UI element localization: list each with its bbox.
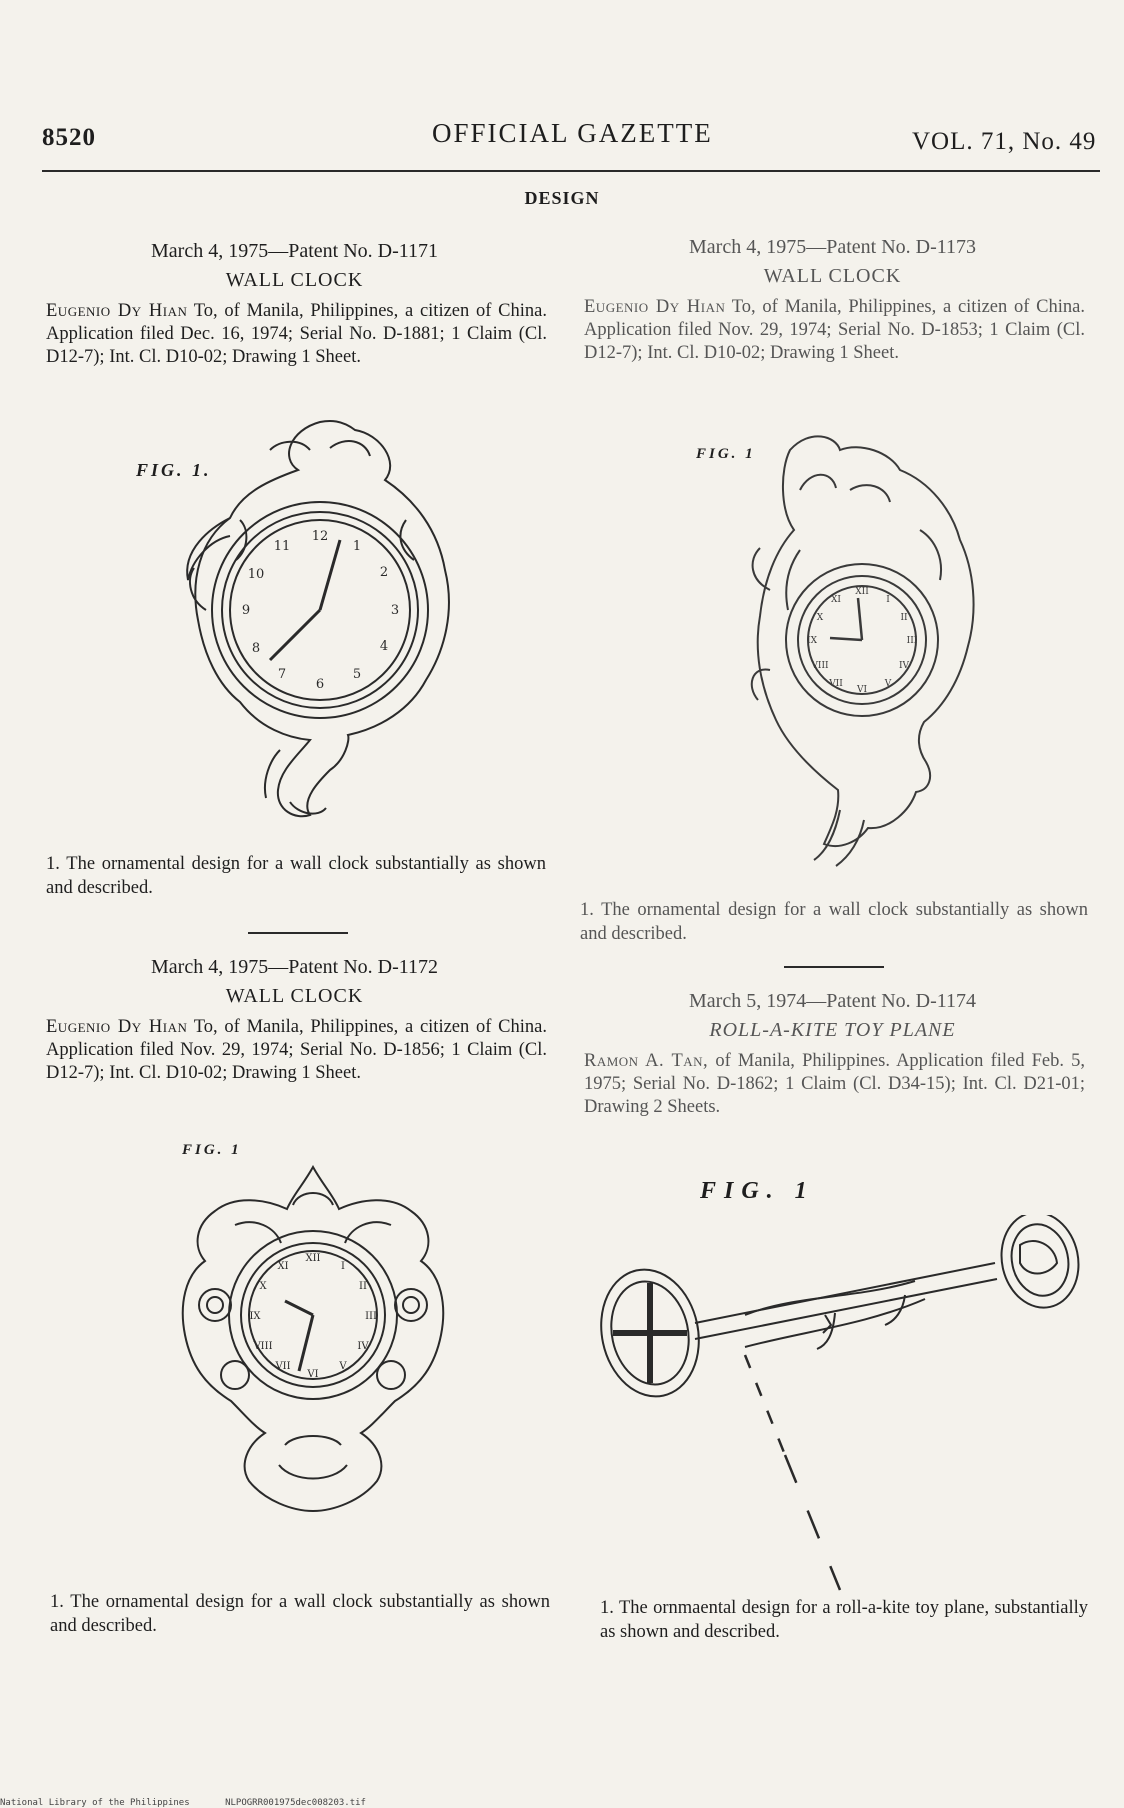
svg-text:XI: XI	[277, 1261, 289, 1272]
patent-claim: 1. The ornmaental design for a roll-a-kite toy plane, substantially as shown and described.	[600, 1598, 1088, 1642]
figure-label: FIG. 1	[700, 1178, 815, 1204]
patent-description: of Manila, Philippines. Application filed Feb. 5, 1975; Serial No. D-1862; 1 Claim (Cl. D34-15); Int. Cl. D21-01; Drawing 2 Sheets.	[584, 1051, 1086, 1117]
entry-separator	[248, 932, 348, 934]
svg-text:IX: IX	[249, 1311, 261, 1322]
section-heading: DESIGN	[524, 188, 600, 208]
svg-text:V: V	[339, 1361, 347, 1372]
patent-date-line: March 4, 1975—Patent No. D-1173	[689, 236, 976, 258]
figure-label: FIG. 1.	[136, 460, 212, 480]
svg-text:11: 11	[273, 539, 291, 554]
patent-title: WALL CLOCK	[225, 985, 364, 1007]
svg-text:V: V	[884, 679, 892, 689]
svg-text:1: 1	[352, 539, 362, 554]
inventor-name: Eugenio Dy Hian	[46, 1017, 188, 1037]
page-number: 8520	[42, 124, 96, 151]
patent-title: WALL CLOCK	[763, 265, 902, 287]
patent-date-line: March 5, 1974—Patent No. D-1174	[689, 990, 976, 1012]
patent-entry-d1172	[42, 956, 547, 1085]
patent-date-line: March 4, 1975—Patent No. D-1171	[151, 240, 438, 262]
svg-text:VIII: VIII	[811, 661, 829, 671]
svg-text:XI: XI	[831, 595, 841, 605]
wall-clock-figure-3	[740, 430, 990, 870]
toy-plane-figure	[595, 1215, 1090, 1605]
entry-separator	[784, 966, 884, 968]
svg-text:X: X	[259, 1281, 267, 1292]
svg-text:IV: IV	[898, 661, 910, 671]
patent-details	[580, 1050, 1085, 1119]
svg-text:XII: XII	[855, 587, 869, 597]
patent-description: To, of Manila, Philippines, a citizen of China. Application filed Nov. 29, 1974; Serial No. D-1856; 1 Claim (Cl. D12-7); Int. Cl. D10-02; Drawing 1 Sheet.	[46, 1017, 547, 1083]
svg-text:II: II	[359, 1281, 367, 1292]
inventor-name: Eugenio Dy Hian	[46, 301, 188, 321]
figure-label: FIG. 1	[182, 1142, 242, 1158]
patent-description: To, of Manila, Philippines, a citizen of China. Application filed Dec. 16, 1974; Serial No. D-1881; 1 Claim (Cl. D12-7); Int. Cl. D10-02; Drawing 1 Sheet.	[46, 301, 547, 367]
header-rule	[42, 170, 1100, 172]
svg-text:IX: IX	[807, 636, 817, 646]
figure-label: FIG. 1	[696, 446, 756, 462]
svg-text:4: 4	[379, 639, 389, 654]
volume-number: VOL. 71, No. 49	[912, 128, 1097, 155]
inventor-name: Ramon A. Tan,	[584, 1051, 709, 1071]
svg-text:IV: IV	[357, 1341, 369, 1352]
svg-text:III: III	[365, 1311, 377, 1322]
svg-text:VII: VII	[829, 679, 843, 689]
patent-details	[580, 296, 1085, 365]
scan-file-id: NLPOGRR001975dec008203.tif	[225, 1798, 366, 1808]
svg-text:VI: VI	[856, 685, 868, 695]
svg-text:9: 9	[241, 603, 251, 618]
patent-entry-d1171	[42, 240, 547, 369]
wall-clock-figure-1	[170, 410, 470, 840]
svg-text:VII: VII	[275, 1361, 291, 1372]
patent-details	[42, 300, 547, 369]
svg-text:8: 8	[251, 641, 261, 656]
patent-description: To, of Manila, Philippines, a citizen of China. Application filed Nov. 29, 1974; Serial No. D-1853; 1 Claim (Cl. D12-7); Int. Cl. D10-02; Drawing 1 Sheet.	[584, 297, 1085, 363]
svg-text:6: 6	[315, 677, 325, 692]
patent-details	[42, 1016, 547, 1085]
patent-title: WALL CLOCK	[225, 269, 364, 291]
library-credit: National Library of the Philippines	[0, 1798, 190, 1808]
patent-entry-d1173	[580, 236, 1085, 365]
svg-text:10: 10	[247, 567, 265, 582]
patent-title: ROLL-A-KITE TOY PLANE	[709, 1019, 956, 1041]
patent-date-line: March 4, 1975—Patent No. D-1172	[151, 956, 438, 978]
svg-text:I: I	[341, 1261, 345, 1272]
svg-text:VIII: VIII	[253, 1341, 273, 1352]
svg-text:XII: XII	[305, 1253, 321, 1264]
svg-text:12: 12	[311, 529, 329, 544]
patent-claim: 1. The ornamental design for a wall clock substantially as shown and described.	[46, 854, 546, 898]
svg-text:2: 2	[379, 565, 389, 580]
svg-text:I: I	[886, 595, 890, 605]
patent-claim: 1. The ornamental design for a wall clock substantially as shown and described.	[580, 900, 1088, 944]
scan-footer	[0, 1798, 396, 1808]
svg-text:3: 3	[390, 603, 400, 618]
wall-clock-figure-2	[175, 1165, 450, 1525]
patent-entry-d1174	[580, 990, 1085, 1119]
patent-claim: 1. The ornamental design for a wall clock substantially as shown and described.	[50, 1592, 550, 1636]
svg-text:III: III	[906, 636, 918, 646]
svg-text:VI: VI	[307, 1369, 319, 1380]
inventor-name: Eugenio Dy Hian	[584, 297, 726, 317]
svg-text:5: 5	[352, 667, 362, 682]
svg-text:7: 7	[277, 667, 287, 682]
svg-text:II: II	[900, 613, 908, 623]
publication-title: OFFICIAL GAZETTE	[432, 118, 713, 148]
svg-text:X: X	[816, 613, 824, 623]
